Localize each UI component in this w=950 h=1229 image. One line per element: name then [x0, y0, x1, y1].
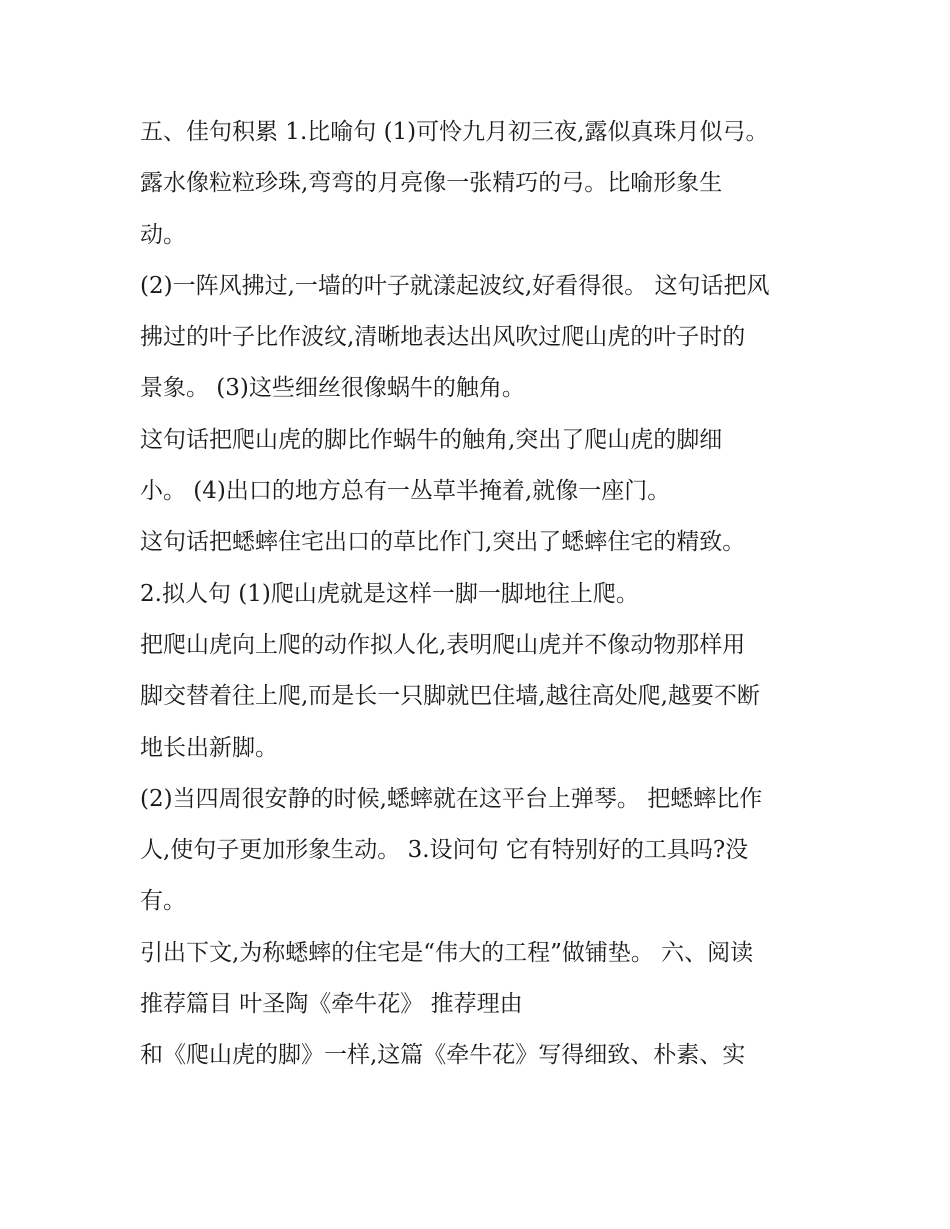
text-line: 这句话把蟋蟀住宅出口的草比作门,突出了蟋蟀住宅的精致。 [140, 529, 746, 556]
text-line: (2)当四周很安静的时候,蟋蟀就在这平台上弹琴。 把蟋蟀比作 [140, 785, 763, 812]
text-line: 地长出新脚。 [140, 734, 278, 761]
text-line: 景象。 (3)这些细丝很像蜗牛的触角。 [140, 375, 525, 402]
text-line: 小。 (4)出口的地方总有一丛草半掩着,就像一座门。 [140, 478, 671, 505]
text-line: 五、佳句积累 1.比喻句 (1)可怜九月初三夜,露似真珠月似弓。 [140, 119, 769, 145]
text-line: (2)一阵风拂过,一墙的叶子就漾起波纹,好看得很。 这句话把风 [140, 272, 770, 299]
text-line: 露水像粒粒珍珠,弯弯的月亮像一张精巧的弓。比喻形象生 [140, 170, 723, 197]
document-body [140, 107, 820, 1082]
text-line: 2.拟人句 (1)爬山虎就是这样一脚一脚地往上爬。 [140, 580, 639, 607]
text-line: 这句话把爬山虎的脚比作蜗牛的触角,突出了爬山虎的脚细 [140, 426, 723, 453]
text-line: 拂过的叶子比作波纹,清晰地表达出风吹过爬山虎的叶子时的 [140, 324, 746, 351]
text-line: 脚交替着往上爬,而是长一只脚就巴住墙,越往高处爬,越要不断 [140, 683, 760, 710]
text-line: 动。 [140, 221, 186, 248]
text-line: 和《爬山虎的脚》一样,这篇《牵牛花》写得细致、朴素、实 [140, 1042, 746, 1069]
text-line: 推荐篇目 叶圣陶《牵牛花》 推荐理由 [140, 991, 523, 1018]
text-line: 引出下文,为称蟋蟀的住宅是“伟大的工程”做铺垫。 六、阅读 [140, 939, 754, 966]
text-line: 把爬山虎向上爬的动作拟人化,表明爬山虎并不像动物那样用 [140, 631, 746, 658]
text-line: 人,使句子更加形象生动。 3.设问句 它有特别好的工具吗?没 [140, 837, 749, 864]
text-line: 有。 [140, 888, 186, 915]
